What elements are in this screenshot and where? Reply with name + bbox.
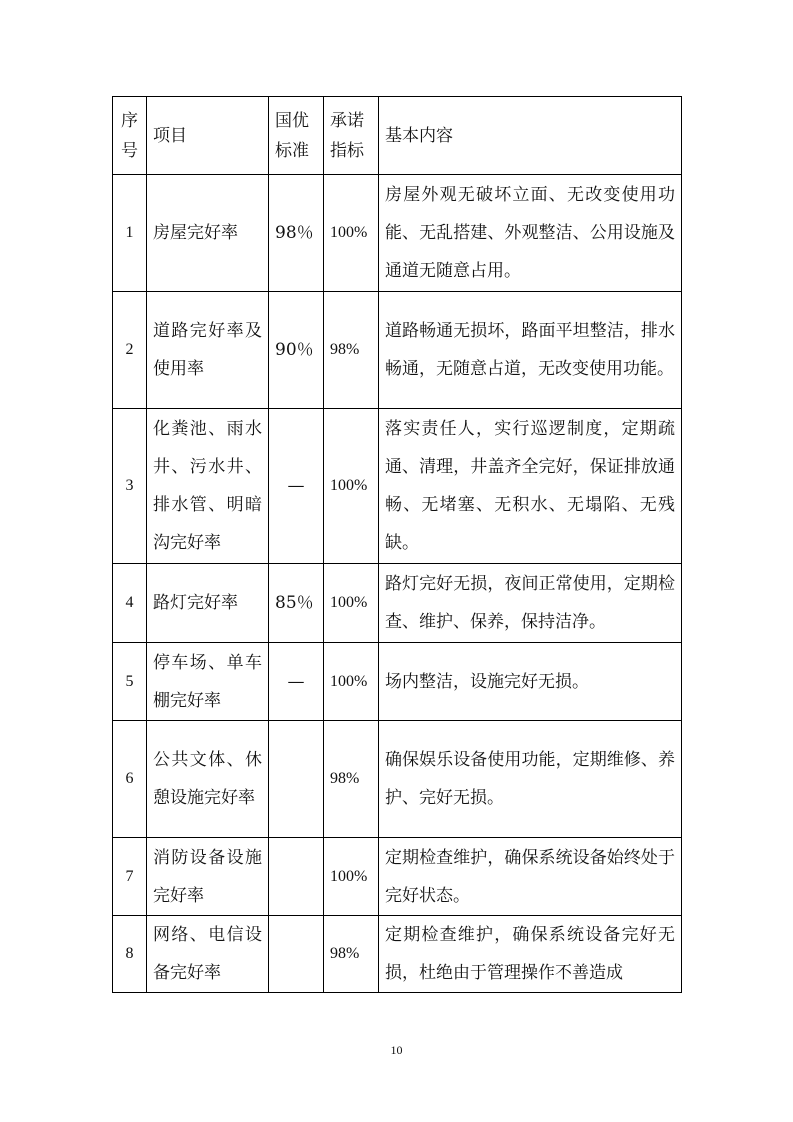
table-row <box>113 916 682 993</box>
row-content: 道路畅通无损坏，路面平坦整洁，排水畅通，无随意占道，无改变使用功能。 <box>379 292 682 409</box>
row-seq: 8 <box>113 916 147 993</box>
row-standard: 90％ <box>269 292 324 409</box>
row-standard: 85％ <box>269 564 324 643</box>
table-row <box>113 721 682 838</box>
row-item: 消防设备设施完好率 <box>147 838 269 916</box>
row-target: 98% <box>324 292 379 409</box>
row-target: 100% <box>324 838 379 916</box>
table-row <box>113 175 682 292</box>
row-content: 定期检查维护，确保系统设备完好无损，杜绝由于管理操作不善造成 <box>379 916 682 993</box>
row-standard <box>269 916 324 993</box>
row-content: 落实责任人，实行巡逻制度，定期疏通、清理，井盖齐全完好，保证排放通畅、无堵塞、无积水、无塌陷、无残缺。 <box>379 409 682 564</box>
row-content: 场内整洁，设施完好无损。 <box>379 643 682 721</box>
standards-table <box>112 96 682 993</box>
row-seq: 3 <box>113 409 147 564</box>
row-seq: 4 <box>113 564 147 643</box>
row-item: 网络、电信设备完好率 <box>147 916 269 993</box>
row-standard: — <box>269 409 324 564</box>
table-row <box>113 292 682 409</box>
row-target: 100% <box>324 564 379 643</box>
row-seq: 1 <box>113 175 147 292</box>
table-row <box>113 838 682 916</box>
row-item: 道路完好率及使用率 <box>147 292 269 409</box>
row-seq: 2 <box>113 292 147 409</box>
row-content: 路灯完好无损，夜间正常使用，定期检查、维护、保养，保持洁净。 <box>379 564 682 643</box>
table-row <box>113 409 682 564</box>
page-number: 10 <box>390 1043 403 1057</box>
table-row <box>113 564 682 643</box>
row-item: 房屋完好率 <box>147 175 269 292</box>
header-standard: 国优标准 <box>269 97 324 175</box>
row-standard: 98％ <box>269 175 324 292</box>
header-content: 基本内容 <box>379 97 682 175</box>
row-target: 100% <box>324 409 379 564</box>
row-target: 100% <box>324 643 379 721</box>
row-item: 公共文体、休憩设施完好率 <box>147 721 269 838</box>
header-item: 项目 <box>147 97 269 175</box>
table-header-row <box>113 97 682 175</box>
row-target: 100% <box>324 175 379 292</box>
row-seq: 7 <box>113 838 147 916</box>
row-item: 化粪池、雨水井、污水井、排水管、明暗沟完好率 <box>147 409 269 564</box>
row-target: 98% <box>324 721 379 838</box>
row-item: 路灯完好率 <box>147 564 269 643</box>
header-seq: 序号 <box>113 97 147 175</box>
table-row <box>113 643 682 721</box>
row-standard <box>269 721 324 838</box>
header-target: 承诺指标 <box>324 97 379 175</box>
row-standard: — <box>269 643 324 721</box>
row-content: 确保娱乐设备使用功能，定期维修、养护、完好无损。 <box>379 721 682 838</box>
row-seq: 6 <box>113 721 147 838</box>
row-item: 停车场、单车棚完好率 <box>147 643 269 721</box>
row-standard <box>269 838 324 916</box>
row-target: 98% <box>324 916 379 993</box>
row-content: 房屋外观无破坏立面、无改变使用功能、无乱搭建、外观整洁、公用设施及通道无随意占用。 <box>379 175 682 292</box>
row-content: 定期检查维护，确保系统设备始终处于完好状态。 <box>379 838 682 916</box>
row-seq: 5 <box>113 643 147 721</box>
